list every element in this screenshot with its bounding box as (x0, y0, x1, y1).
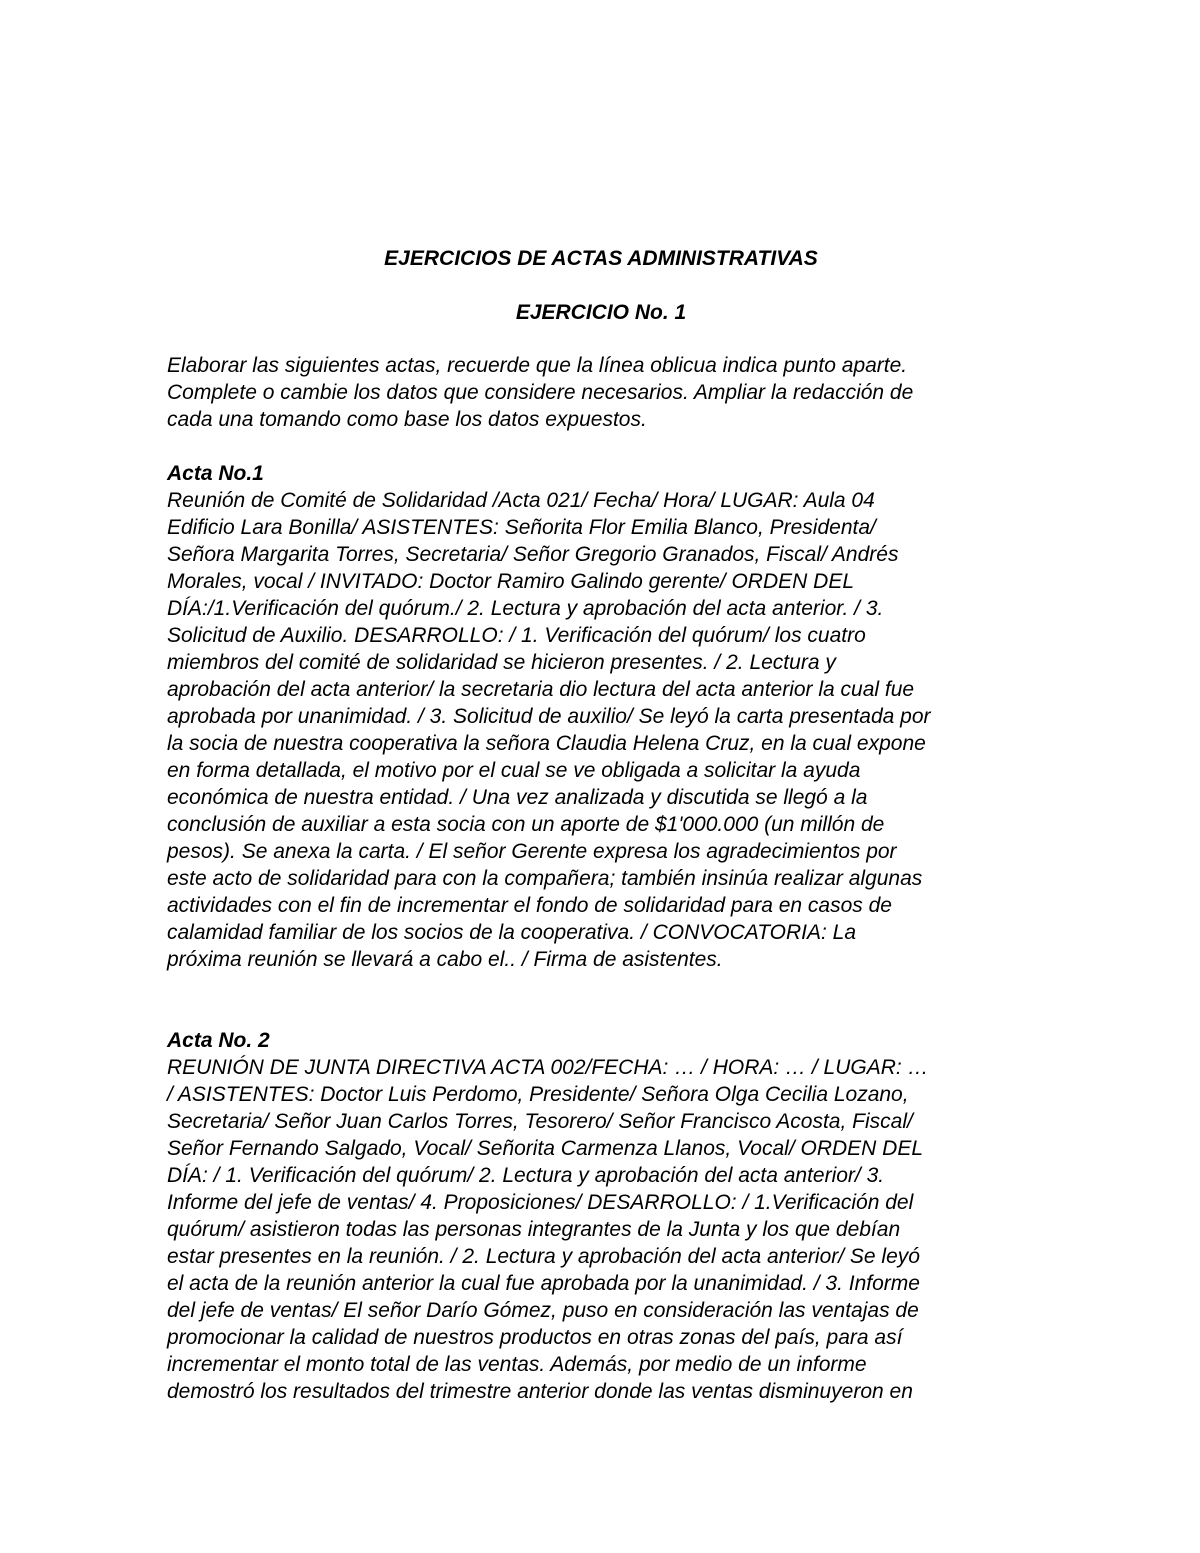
acta1-line: pesos). Se anexa la carta. / El señor Gerente expresa los agradecimientos por (167, 840, 897, 863)
acta2-line: promocionar la calidad de nuestros productos en otras zonas del país, para así (167, 1326, 903, 1349)
acta1-line: Señora Margarita Torres, Secretaria/ Señor Gregorio Granados, Fiscal/ Andrés (167, 543, 899, 566)
section-spacer (167, 973, 1035, 1027)
acta2-line: Secretaria/ Señor Juan Carlos Torres, Tesorero/ Señor Francisco Acosta, Fiscal/ (167, 1110, 913, 1133)
acta2-line: / ASISTENTES: Doctor Luis Perdomo, Presidente/ Señora Olga Cecilia Lozano, (167, 1083, 909, 1106)
acta2-line: el acta de la reunión anterior la cual fue aprobada por la unanimidad. / 3. Informe (167, 1272, 920, 1295)
acta1-line: actividades con el fin de incrementar el fondo de solidaridad para en casos de (167, 894, 892, 917)
document-content (167, 245, 1035, 1405)
acta1-line: próxima reunión se llevará a cabo el.. / Firma de asistentes. (167, 948, 723, 971)
acta1-line: miembros del comité de solidaridad se hicieron presentes. / 2. Lectura y (167, 651, 836, 674)
acta1-line: aprobación del acta anterior/ la secretaria dio lectura del acta anterior la cual fue (167, 678, 915, 701)
document-title: EJERCICIOS DE ACTAS ADMINISTRATIVAS (384, 247, 818, 270)
acta2-heading: Acta No. 2 (167, 1029, 270, 1052)
instructions-line: cada una tomando como base los datos expuestos. (167, 408, 647, 431)
acta1-line: DÍA:/1.Verificación del quórum./ 2. Lectura y aprobación del acta anterior. / 3. (167, 597, 884, 620)
acta2-line: REUNIÓN DE JUNTA DIRECTIVA ACTA 002/FECHA: … / HORA: … / LUGAR: … (167, 1056, 929, 1079)
acta1-line: Solicitud de Auxilio. DESARROLLO: / 1. Verificación del quórum/ los cuatro (167, 624, 866, 647)
acta1-line: Morales, vocal / INVITADO: Doctor Ramiro Galindo gerente/ ORDEN DEL (167, 570, 855, 593)
instructions-line: Complete o cambie los datos que considere necesarios. Ampliar la redacción de (167, 381, 914, 404)
acta1-line: este acto de solidaridad para con la compañera; también insinúa realizar algunas (167, 867, 923, 890)
instructions-paragraph (167, 352, 1035, 433)
acta2-line: Informe del jefe de ventas/ 4. Proposiciones/ DESARROLLO: / 1.Verificación del (167, 1191, 914, 1214)
acta1-line: Edificio Lara Bonilla/ ASISTENTES: Señorita Flor Emilia Blanco, Presidenta/ (167, 516, 876, 539)
acta1-line: calamidad familiar de los socios de la cooperativa. / CONVOCATORIA: La (167, 921, 857, 944)
acta2-line: estar presentes en la reunión. / 2. Lectura y aprobación del acta anterior/ Se leyó (167, 1245, 920, 1268)
acta1-line: conclusión de auxiliar a esta socia con un aporte de $1'000.000 (un millón de (167, 813, 885, 836)
acta1-body (167, 487, 1035, 973)
acta1-heading: Acta No.1 (167, 462, 264, 485)
acta2-line: del jefe de ventas/ El señor Darío Gómez, puso en consideración las ventajas de (167, 1299, 919, 1322)
acta1-line: económica de nuestra entidad. / Una vez analizada y discutida se llegó a la (167, 786, 868, 809)
acta1-line: Reunión de Comité de Solidaridad /Acta 021/ Fecha/ Hora/ LUGAR: Aula 04 (167, 489, 875, 512)
instructions-line: Elaborar las siguientes actas, recuerde que la línea oblicua indica punto aparte. (167, 354, 908, 377)
acta2-line: demostró los resultados del trimestre anterior donde las ventas disminuyeron en (167, 1380, 913, 1403)
acta2-body (167, 1054, 1035, 1405)
acta2-line: incrementar el monto total de las ventas. Además, por medio de un informe (167, 1353, 867, 1376)
acta2-line: DÍA: / 1. Verificación del quórum/ 2. Lectura y aprobación del acta anterior/ 3. (167, 1164, 885, 1187)
acta1-line: la socia de nuestra cooperativa la señora Claudia Helena Cruz, en la cual expone (167, 732, 926, 755)
exercise-title: EJERCICIO No. 1 (515, 301, 687, 324)
acta2-line: Señor Fernando Salgado, Vocal/ Señorita Carmenza Llanos, Vocal/ ORDEN DEL (167, 1137, 924, 1160)
acta1-line: aprobada por unanimidad. / 3. Solicitud de auxilio/ Se leyó la carta presentada por (167, 705, 931, 728)
acta1-line: en forma detallada, el motivo por el cual se ve obligada a solicitar la ayuda (167, 759, 861, 782)
acta2-line: quórum/ asistieron todas las personas integrantes de la Junta y los que debían (167, 1218, 901, 1241)
